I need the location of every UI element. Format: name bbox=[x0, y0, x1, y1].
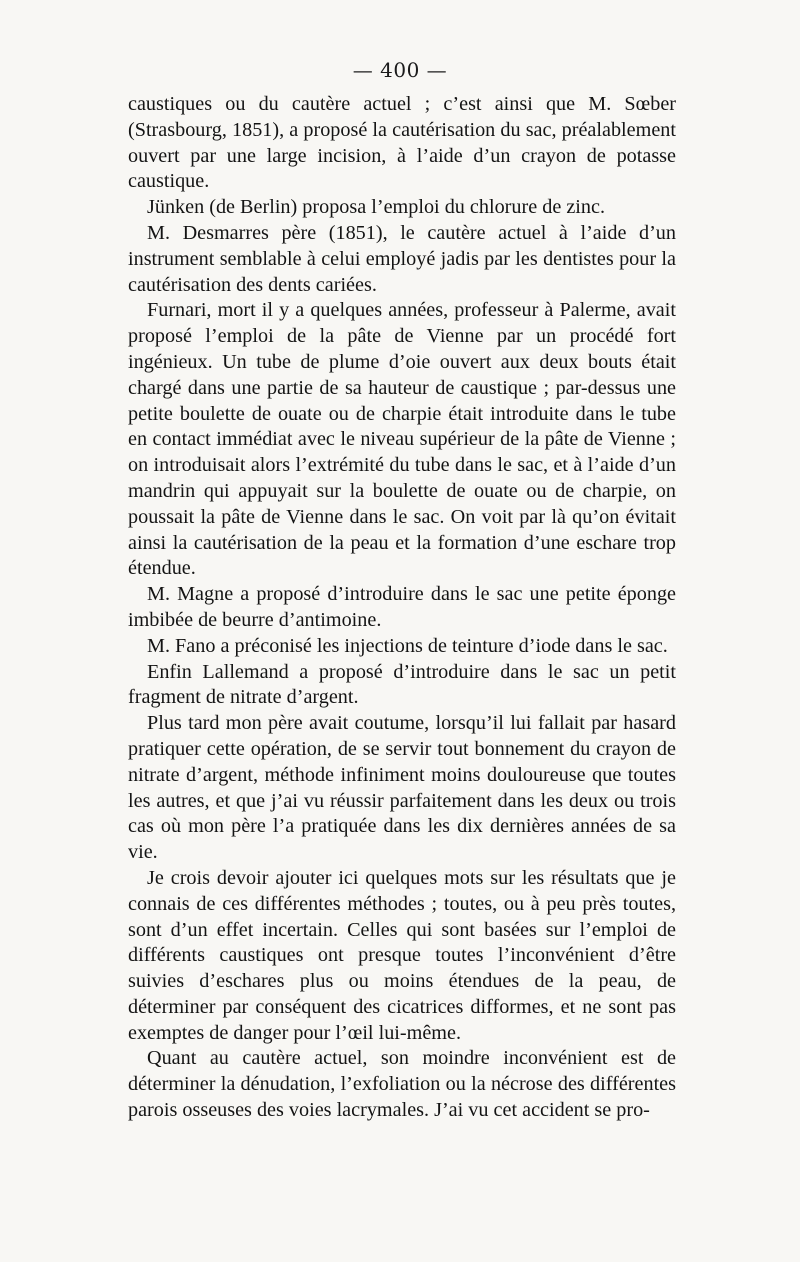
paragraph: Enfin Lallemand a proposé d’introduire dans le sac un petit fragment de nitrate d’argent. bbox=[128, 660, 676, 709]
paragraph: M. Desmarres père (1851), le cautère actuel à l’aide d’un instrument semblable à celui employé jadis par les dentistes pour la cautérisation des dents cariées. bbox=[128, 221, 676, 296]
paragraph: Quant au cautère actuel, son moindre inconvénient est de déterminer la dénudation, l’exfoliation ou la nécrose des différentes parois osseuses des voies lacrymales. J’ai vu cet accident se pro- bbox=[128, 1047, 676, 1122]
paragraph: Furnari, mort il y a quelques années, professeur à Palerme, avait proposé l’emploi de la pâte de Vienne par un procédé fort ingénieux. Un tube de plume d’oie ouvert aux deux bouts était chargé dans une partie de sa hauteur de caustique ; par-dessus une petite boulette de ouate ou de charpie était introduite dans le tube en contact immédiat avec le niveau supérieur de la pâte de Vienne ; on introduisait alors l’extrémité du tube dans le sac, et à l’aide d’un mandrin qui appuyait sur la boulette de ouate ou de charpie, on poussait la pâte de Vienne dans le sac. On voit par là qu’on évitait ainsi la cautérisation de la peau et la formation d’une eschare trop étendue. bbox=[128, 299, 676, 580]
paragraph: Je crois devoir ajouter ici quelques mots sur les résultats que je connais de ces différentes méthodes ; toutes, ou à peu près toutes, sont d’un effet incertain. Celles qui sont basées sur l’emploi de différents caustiques ont presque toutes l’inconvénient d’être suivies d’eschares plus ou moins étendues de la peau, de déterminer par conséquent des cicatrices difformes, et ne sont pas exemptes de danger pour l’œil lui-même. bbox=[128, 866, 676, 1044]
paragraph: M. Fano a préconisé les injections de teinture d’iode dans le sac. bbox=[147, 634, 668, 657]
paragraph: M. Magne a proposé d’introduire dans le sac une petite éponge imbibée de beurre d’antimoine. bbox=[128, 583, 676, 631]
paragraph: Plus tard mon père avait coutume, lorsqu’il lui fallait par hasard pratiquer cette opération, de se servir tout bonnement du crayon de nitrate d’argent, méthode infiniment moins douloureuse que toutes les autres, et que j’ai vu réussir parfaitement dans les deux ou trois cas où mon père l’a pratiquée dans les dix dernières années de sa vie. bbox=[128, 712, 676, 864]
body-text bbox=[128, 92, 676, 1124]
paragraph: Jünken (de Berlin) proposa l’emploi du chlorure de zinc. bbox=[147, 196, 606, 219]
paragraph: caustiques ou du cautère actuel ; c’est ainsi que M. Sœber (Strasbourg, 1851), a proposé la cautérisation du sac, préalablement ouvert par une large incision, à l’aide d’un crayon de potasse caustique. bbox=[128, 93, 676, 193]
page-number: — 400 — bbox=[352, 58, 448, 82]
